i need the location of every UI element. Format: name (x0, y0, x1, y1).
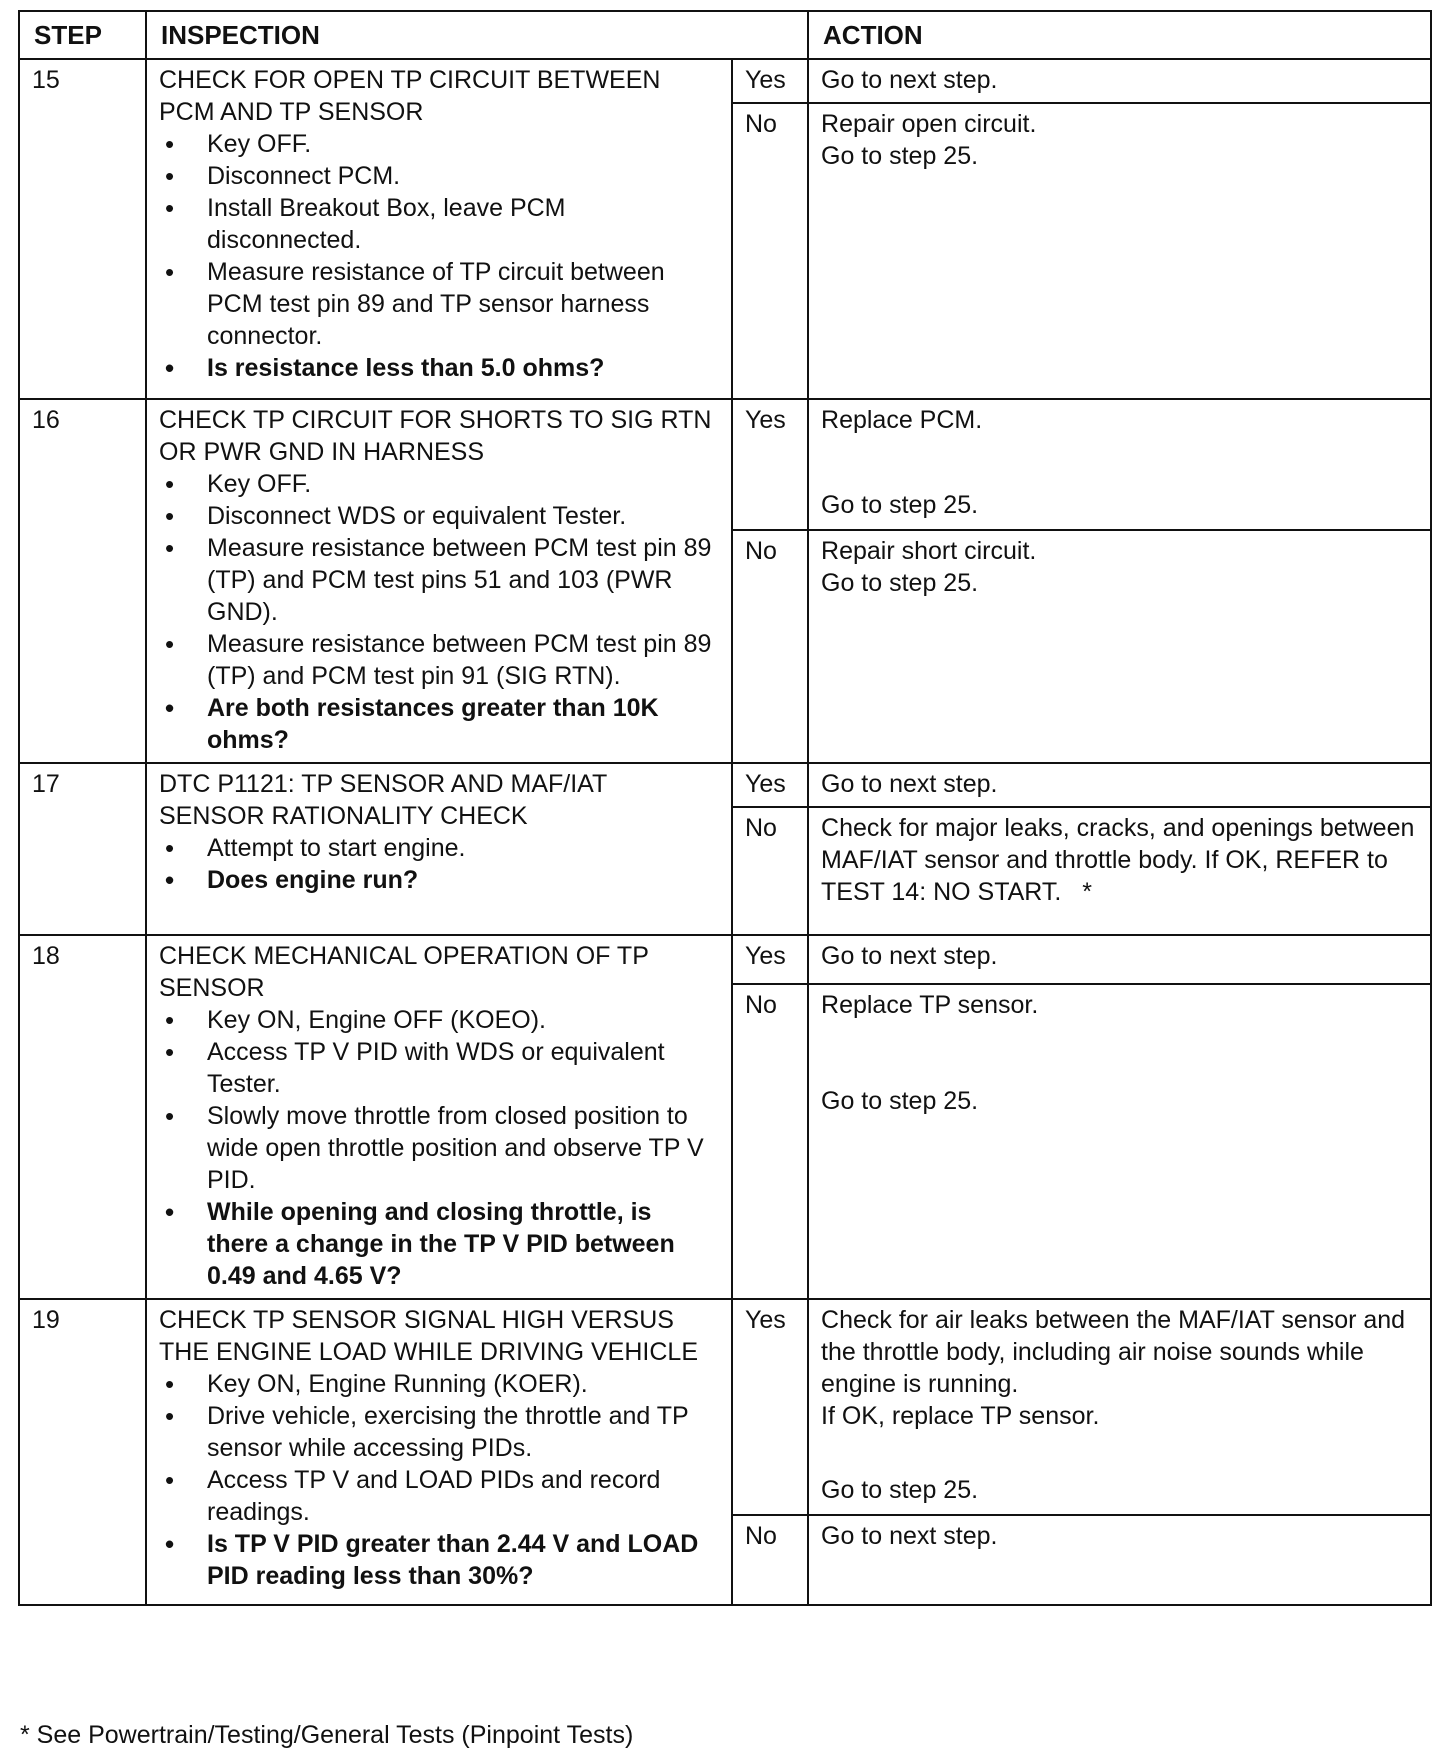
no-action: Replace TP sensor. (821, 990, 1039, 1019)
no-label: No (732, 530, 808, 763)
bullet-list (159, 128, 719, 384)
step-18-yes-row (19, 935, 1431, 984)
list-item: • Key ON, Engine OFF (KOEO). (159, 1004, 719, 1036)
no-action-cell (808, 103, 1431, 399)
yes-action: Check for air leaks between the MAF/IAT sensor and the throttle body, including air noise sounds while engine is running. (821, 1306, 1406, 1398)
step-number: 19 (19, 1299, 146, 1605)
yes-action: Go to next step. (808, 59, 1431, 103)
header-action: ACTION (808, 11, 1431, 59)
no-label: No (732, 984, 808, 1299)
no-action: Repair open circuit. (821, 110, 1037, 138)
no-action-next: Go to step 25. (821, 142, 979, 170)
list-item: • Install Breakout Box, leave PCM disconnected. (159, 192, 719, 256)
no-label: No (732, 807, 808, 935)
list-item: • Slowly move throttle from closed position to wide open throttle position and observe TP V PID. (159, 1100, 719, 1196)
no-action-cell (808, 530, 1431, 763)
yes-label: Yes (732, 935, 808, 984)
bullet-list (159, 468, 719, 756)
inspection-cell (146, 59, 732, 399)
list-item: • Measure resistance between PCM test pin 89 (TP) and PCM test pin 91 (SIG RTN). (159, 628, 719, 692)
step-19-yes-row (19, 1299, 1431, 1515)
yes-action: Go to next step. (808, 935, 1431, 984)
step-number: 15 (19, 59, 146, 399)
no-label: No (732, 1515, 808, 1605)
step-question: • Does engine run? (159, 864, 719, 896)
step-number: 18 (19, 935, 146, 1299)
yes-action-condition: If OK, replace TP sensor. (821, 1402, 1100, 1430)
no-action-next: Go to step 25. (821, 569, 979, 598)
list-item: • Key OFF. (159, 468, 719, 500)
list-item: • Disconnect PCM. (159, 160, 719, 192)
list-item: • Measure resistance of TP circuit between PCM test pin 89 and TP sensor harness connector. (159, 256, 719, 352)
yes-action-next: Go to step 25. (821, 491, 979, 520)
header-row (19, 11, 1431, 59)
step-question: • Is TP V PID greater than 2.44 V and LOAD PID reading less than 30%? (159, 1528, 719, 1592)
no-action: Repair short circuit. (821, 537, 1037, 566)
list-item: • Drive vehicle, exercising the throttle and TP sensor while accessing PIDs. (159, 1400, 719, 1464)
no-action-cell (808, 984, 1431, 1299)
no-label: No (732, 103, 808, 399)
list-item: • Key ON, Engine Running (KOER). (159, 1368, 719, 1400)
bullet-list (159, 832, 719, 896)
step-title: CHECK MECHANICAL OPERATION OF TP SENSOR (159, 942, 649, 1002)
step-title: CHECK TP CIRCUIT FOR SHORTS TO SIG RTN OR PWR GND IN HARNESS (159, 406, 712, 466)
no-action: Check for major leaks, cracks, and openings between MAF/IAT sensor and throttle body. If OK, REFER to TEST 14: NO START. (821, 814, 1415, 906)
list-item: • Disconnect WDS or equivalent Tester. (159, 500, 719, 532)
bullet-list (159, 1368, 719, 1592)
list-item: • Access TP V PID with WDS or equivalent Tester. (159, 1036, 719, 1100)
step-title: DTC P1121: TP SENSOR AND MAF/IAT SENSOR RATIONALITY CHECK (159, 770, 607, 830)
list-item: • Key OFF. (159, 128, 719, 160)
no-action-next: Go to step 25. (821, 1086, 979, 1115)
yes-action-next: Go to step 25. (821, 1476, 979, 1504)
inspection-cell (146, 1299, 732, 1605)
step-question: • Are both resistances greater than 10K ohms? (159, 692, 719, 756)
step-question: • While opening and closing throttle, is there a change in the TP V PID between 0.49 and 4.65 V? (159, 1196, 719, 1292)
step-17-yes-row (19, 763, 1431, 807)
yes-action-cell (808, 399, 1431, 530)
inspection-cell (146, 763, 732, 935)
header-step: STEP (19, 11, 146, 59)
list-item: • Measure resistance between PCM test pin 89 (TP) and PCM test pins 51 and 103 (PWR GND). (159, 532, 719, 628)
yes-label: Yes (732, 1299, 808, 1515)
list-item: • Attempt to start engine. (159, 832, 719, 864)
yes-label: Yes (732, 59, 808, 103)
inspection-cell (146, 935, 732, 1299)
step-number: 17 (19, 763, 146, 935)
header-inspection: INSPECTION (146, 11, 808, 59)
yes-action-cell (808, 1299, 1431, 1515)
no-action-cell (808, 807, 1431, 935)
yes-label: Yes (732, 399, 808, 530)
inspection-cell (146, 399, 732, 763)
step-number: 16 (19, 399, 146, 763)
yes-action: Go to next step. (808, 763, 1431, 807)
step-title: CHECK FOR OPEN TP CIRCUIT BETWEEN PCM AND TP SENSOR (159, 66, 661, 126)
step-title: CHECK TP SENSOR SIGNAL HIGH VERSUS THE ENGINE LOAD WHILE DRIVING VEHICLE (159, 1306, 698, 1366)
yes-action: Replace PCM. (821, 406, 983, 434)
diagnostic-procedure-table (18, 10, 1432, 1606)
yes-label: Yes (732, 763, 808, 807)
footnote: * See Powertrain/Testing/General Tests (Pinpoint Tests) (20, 1721, 634, 1749)
step-16-yes-row (19, 399, 1431, 530)
no-action: Go to next step. (808, 1515, 1431, 1605)
bullet-list (159, 1004, 719, 1292)
asterisk-mark: * (1082, 878, 1092, 906)
step-15-yes-row (19, 59, 1431, 103)
list-item: • Access TP V and LOAD PIDs and record readings. (159, 1464, 719, 1528)
step-question: • Is resistance less than 5.0 ohms? (159, 352, 719, 384)
